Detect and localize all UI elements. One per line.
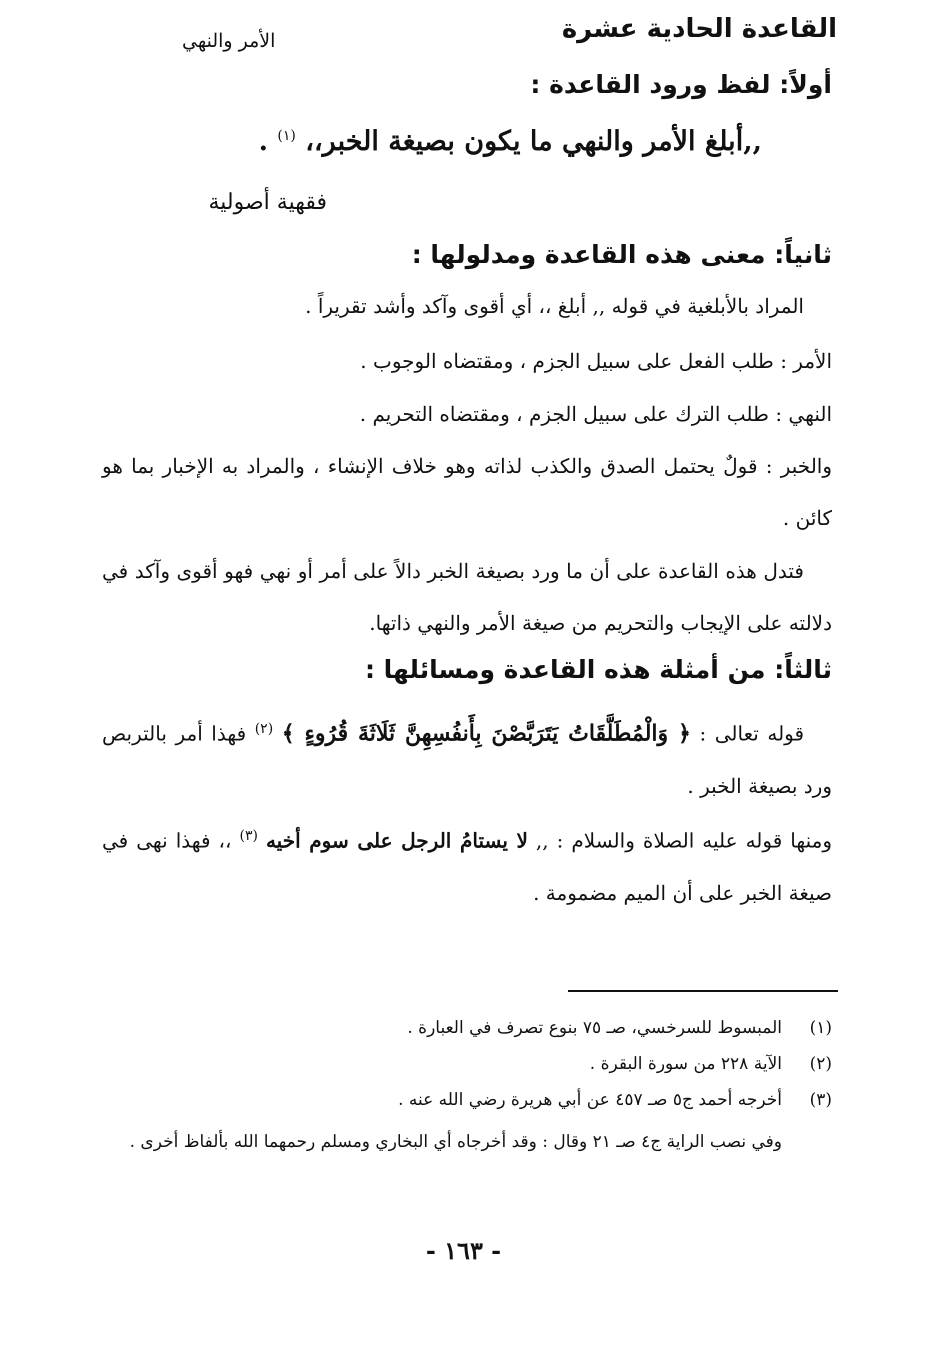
rule-statement bbox=[259, 126, 762, 157]
footnote-text: أخرجه أحمد ج٥ صـ ٤٥٧ عن أبي هريرة رضي الله عنه . bbox=[398, 1090, 782, 1110]
example-rest: ،، فهذا نهى في صيغة الخبر على أن الميم مضمومة . bbox=[102, 828, 832, 905]
example-rest: فهذا أمر بالتربص ورد بصيغة الخبر . bbox=[102, 721, 832, 798]
footnote-number: (٣) bbox=[809, 1090, 832, 1110]
definition-label: النهي : bbox=[775, 402, 832, 426]
definition-text: طلب الفعل على سبيل الجزم ، ومقتضاه الوجوب . bbox=[360, 349, 774, 373]
footnote-ref-3[interactable]: (٣) bbox=[239, 828, 258, 844]
footnote-number: (١) bbox=[809, 1018, 832, 1038]
page-number: - ١٦٣ - bbox=[425, 1236, 502, 1265]
conclusion-paragraph: فتدل هذه القاعدة على أن ما ورد بصيغة الخبر دالاً على أمر أو نهي فهو أقوى وآكد في دلالته على الإيجاب والتحريم من صيغة الأمر والنهي ذاتها. bbox=[102, 559, 832, 635]
example-1 bbox=[102, 703, 832, 812]
example-intro: قوله تعالى : bbox=[699, 721, 805, 746]
rule-type: فقهية أصولية bbox=[208, 190, 327, 215]
rule-text: ,,أبلغ الأمر والنهي ما يكون بصيغة الخبر،، bbox=[305, 126, 762, 157]
footnote-divider bbox=[568, 990, 838, 992]
quran-verse: ﴿ وَالْمُطَلَّقَاتُ يَتَرَبَّصْنَ بِأَنفُسِهِنَّ ثَلَاثَةَ قُرُوءٍ ﴾ bbox=[281, 720, 691, 747]
definition-text: طلب الترك على سبيل الجزم ، ومقتضاه التحريم . bbox=[359, 402, 769, 426]
section-2-heading: ثانياً: معنى هذه القاعدة ومدلولها : bbox=[411, 240, 832, 269]
definition-khabar bbox=[102, 440, 832, 544]
meaning-paragraph: المراد بالأبلغية في قوله ,, أبلغ ،، أي أقوى وآكد وأشد تقريراً . bbox=[305, 294, 804, 318]
definition-amr bbox=[102, 335, 832, 387]
chapter-title: القاعدة الحادية عشرة bbox=[561, 14, 837, 44]
definition-text: قولٌ يحتمل الصدق والكذب لذاته وهو خلاف الإنشاء ، والمراد به الإخبار بما هو كائن . bbox=[102, 454, 832, 530]
section-1-heading: أولاً: لفظ ورود القاعدة : bbox=[530, 70, 832, 99]
section-3-heading: ثالثاً: من أمثلة هذه القاعدة ومسائلها : bbox=[364, 655, 832, 684]
running-head: الأمر والنهي bbox=[182, 30, 276, 52]
footnotes bbox=[102, 1010, 832, 1162]
footnote-item bbox=[102, 1010, 832, 1046]
footnote-text: المبسوط للسرخسي، صـ ٧٥ بنوع تصرف في العبارة . bbox=[407, 1018, 782, 1038]
rule-end: . bbox=[258, 126, 268, 157]
footnote-number: (٢) bbox=[809, 1054, 832, 1074]
footnote-ref-1[interactable]: (١) bbox=[277, 128, 296, 144]
footnote-item bbox=[102, 1046, 832, 1082]
footnote-ref-2[interactable]: (٢) bbox=[254, 721, 274, 737]
hadith-text: لا يستامُ الرجل على سوم أخيه bbox=[265, 828, 528, 853]
definition-label: والخبر : bbox=[765, 454, 833, 478]
definition-nahy bbox=[102, 388, 832, 440]
definition-label: الأمر : bbox=[780, 349, 832, 373]
footnote-continuation: وفي نصب الراية ج٤ صـ ٢١ وقال : وقد أخرجاه أي البخاري ومسلم رحمهما الله بألفاظ أخرى . bbox=[129, 1132, 782, 1152]
example-intro: ومنها قوله عليه الصلاة والسلام : ,, bbox=[535, 828, 833, 853]
example-2 bbox=[102, 810, 832, 919]
footnote-text: الآية ٢٢٨ من سورة البقرة . bbox=[589, 1054, 782, 1074]
footnote-item bbox=[102, 1082, 832, 1118]
